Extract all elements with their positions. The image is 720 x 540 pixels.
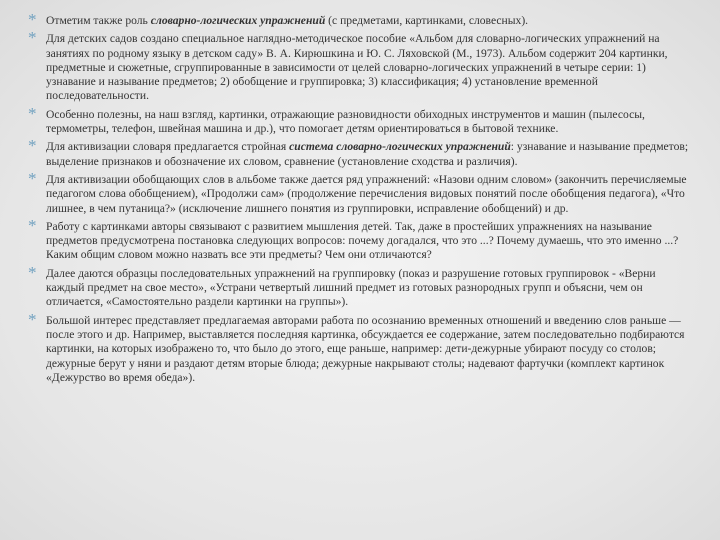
- bullet-asterisk-icon: *: [28, 136, 37, 156]
- bullet-asterisk-icon: *: [28, 262, 37, 282]
- item-text: Отметим также роль словарно-логических упражнений (с предметами, картинками, словесных).: [46, 14, 529, 27]
- item-text: Работу с картинками авторы связывают с развитием мышления детей. Так, даже в простейших упражнениях на называние предметов предусмотрена постановка следующих вопросов: почему догадался, что это ...? Почему думаешь, что это именно ...? Каким общим словом можно назвать все эти предметы? Чем они отличаются?: [46, 219, 679, 262]
- bullet-asterisk-icon: *: [28, 28, 37, 48]
- list-item: [28, 168, 690, 216]
- list-item: [28, 136, 690, 169]
- list-item: [28, 262, 690, 310]
- emphasis-term: словарно-логических упражнений: [150, 14, 326, 27]
- item-text: Для активизации словаря предлагается стройная система словарно-логических упражнений: узнавание и называние предметов; выделение признаков и обозначение их словом, сравнение (установление сходства и различия).: [46, 140, 689, 168]
- list-item: [28, 309, 690, 385]
- list-item: [28, 28, 690, 103]
- emphasis-term: система словарно-логических упражнений: [289, 140, 511, 154]
- list-item: [28, 103, 690, 137]
- bullet-asterisk-icon: *: [28, 10, 37, 29]
- item-text: Большой интерес представляет предлагаемая авторами работа по осознанию временных отношений и введению слов раньше — после этого и др. Например, выставляется последняя картинка, обсуждается ее содержание, затем последовательно подбираются картинки, на которых изображено то, что было до этого, еще раньше, например: дети-дежурные убирают посуду со столов; дежурные берут у няни и раздают детям вторые блюда; дежурные накрывают столы; надевают фартучки (комплект картинок «Дежурство во время обеда»).: [46, 313, 685, 384]
- bullet-asterisk-icon: *: [28, 103, 37, 123]
- item-text: Для детских садов создано специальное наглядно-методическое пособие «Альбом для словарно-логических упражнений на занятиях по родному языку в детском саду» В. А. Кирюшкина и Ю. С. Ляховской (М., 1973). Альбом содержит 204 картинки, предметные и сюжетные, сгруппированные в зависимости от целей словарно-логических упражнений в четыре серии: 1) узнавание и называние предметов; 2) обобщение и группировка; 3) классификация; 4) установление временной последовательности.: [46, 32, 668, 103]
- item-text: Для активизации обобщающих слов в альбоме также дается ряд упражнений: «Назови одним словом» (закончить перечисляемые педагогом слова обобщением), «Продолжи сам» (продолжение перечисления видовых понятий после обобщения педагога), «Что лишнее, в чем путаница?» (исключение лишнего понятия из группировки, исправление обобщений) и др.: [46, 172, 687, 215]
- item-text: Особенно полезны, на наш взгляд, картинки, отражающие разновидности обиходных инструментов и машин (пылесосы, термометры, телефон, швейная машина и др.), что помогает детям ориентироваться в бытовой технике.: [46, 107, 645, 136]
- bullet-asterisk-icon: *: [28, 168, 37, 188]
- bullet-asterisk-icon: *: [28, 215, 37, 235]
- list-item: [28, 10, 690, 29]
- list-item: [28, 215, 690, 263]
- item-text: Далее даются образцы последовательных упражнений на группировку (показ и разрушение готовых группировок - «Верни каждый предмет на свое место», «Устрани четвертый лишний предмет из готовых разнородных групп и объясни, чем он отличается, «Самостоятельно раздели картинки на группы»).: [46, 266, 656, 309]
- bullet-asterisk-icon: *: [28, 309, 37, 329]
